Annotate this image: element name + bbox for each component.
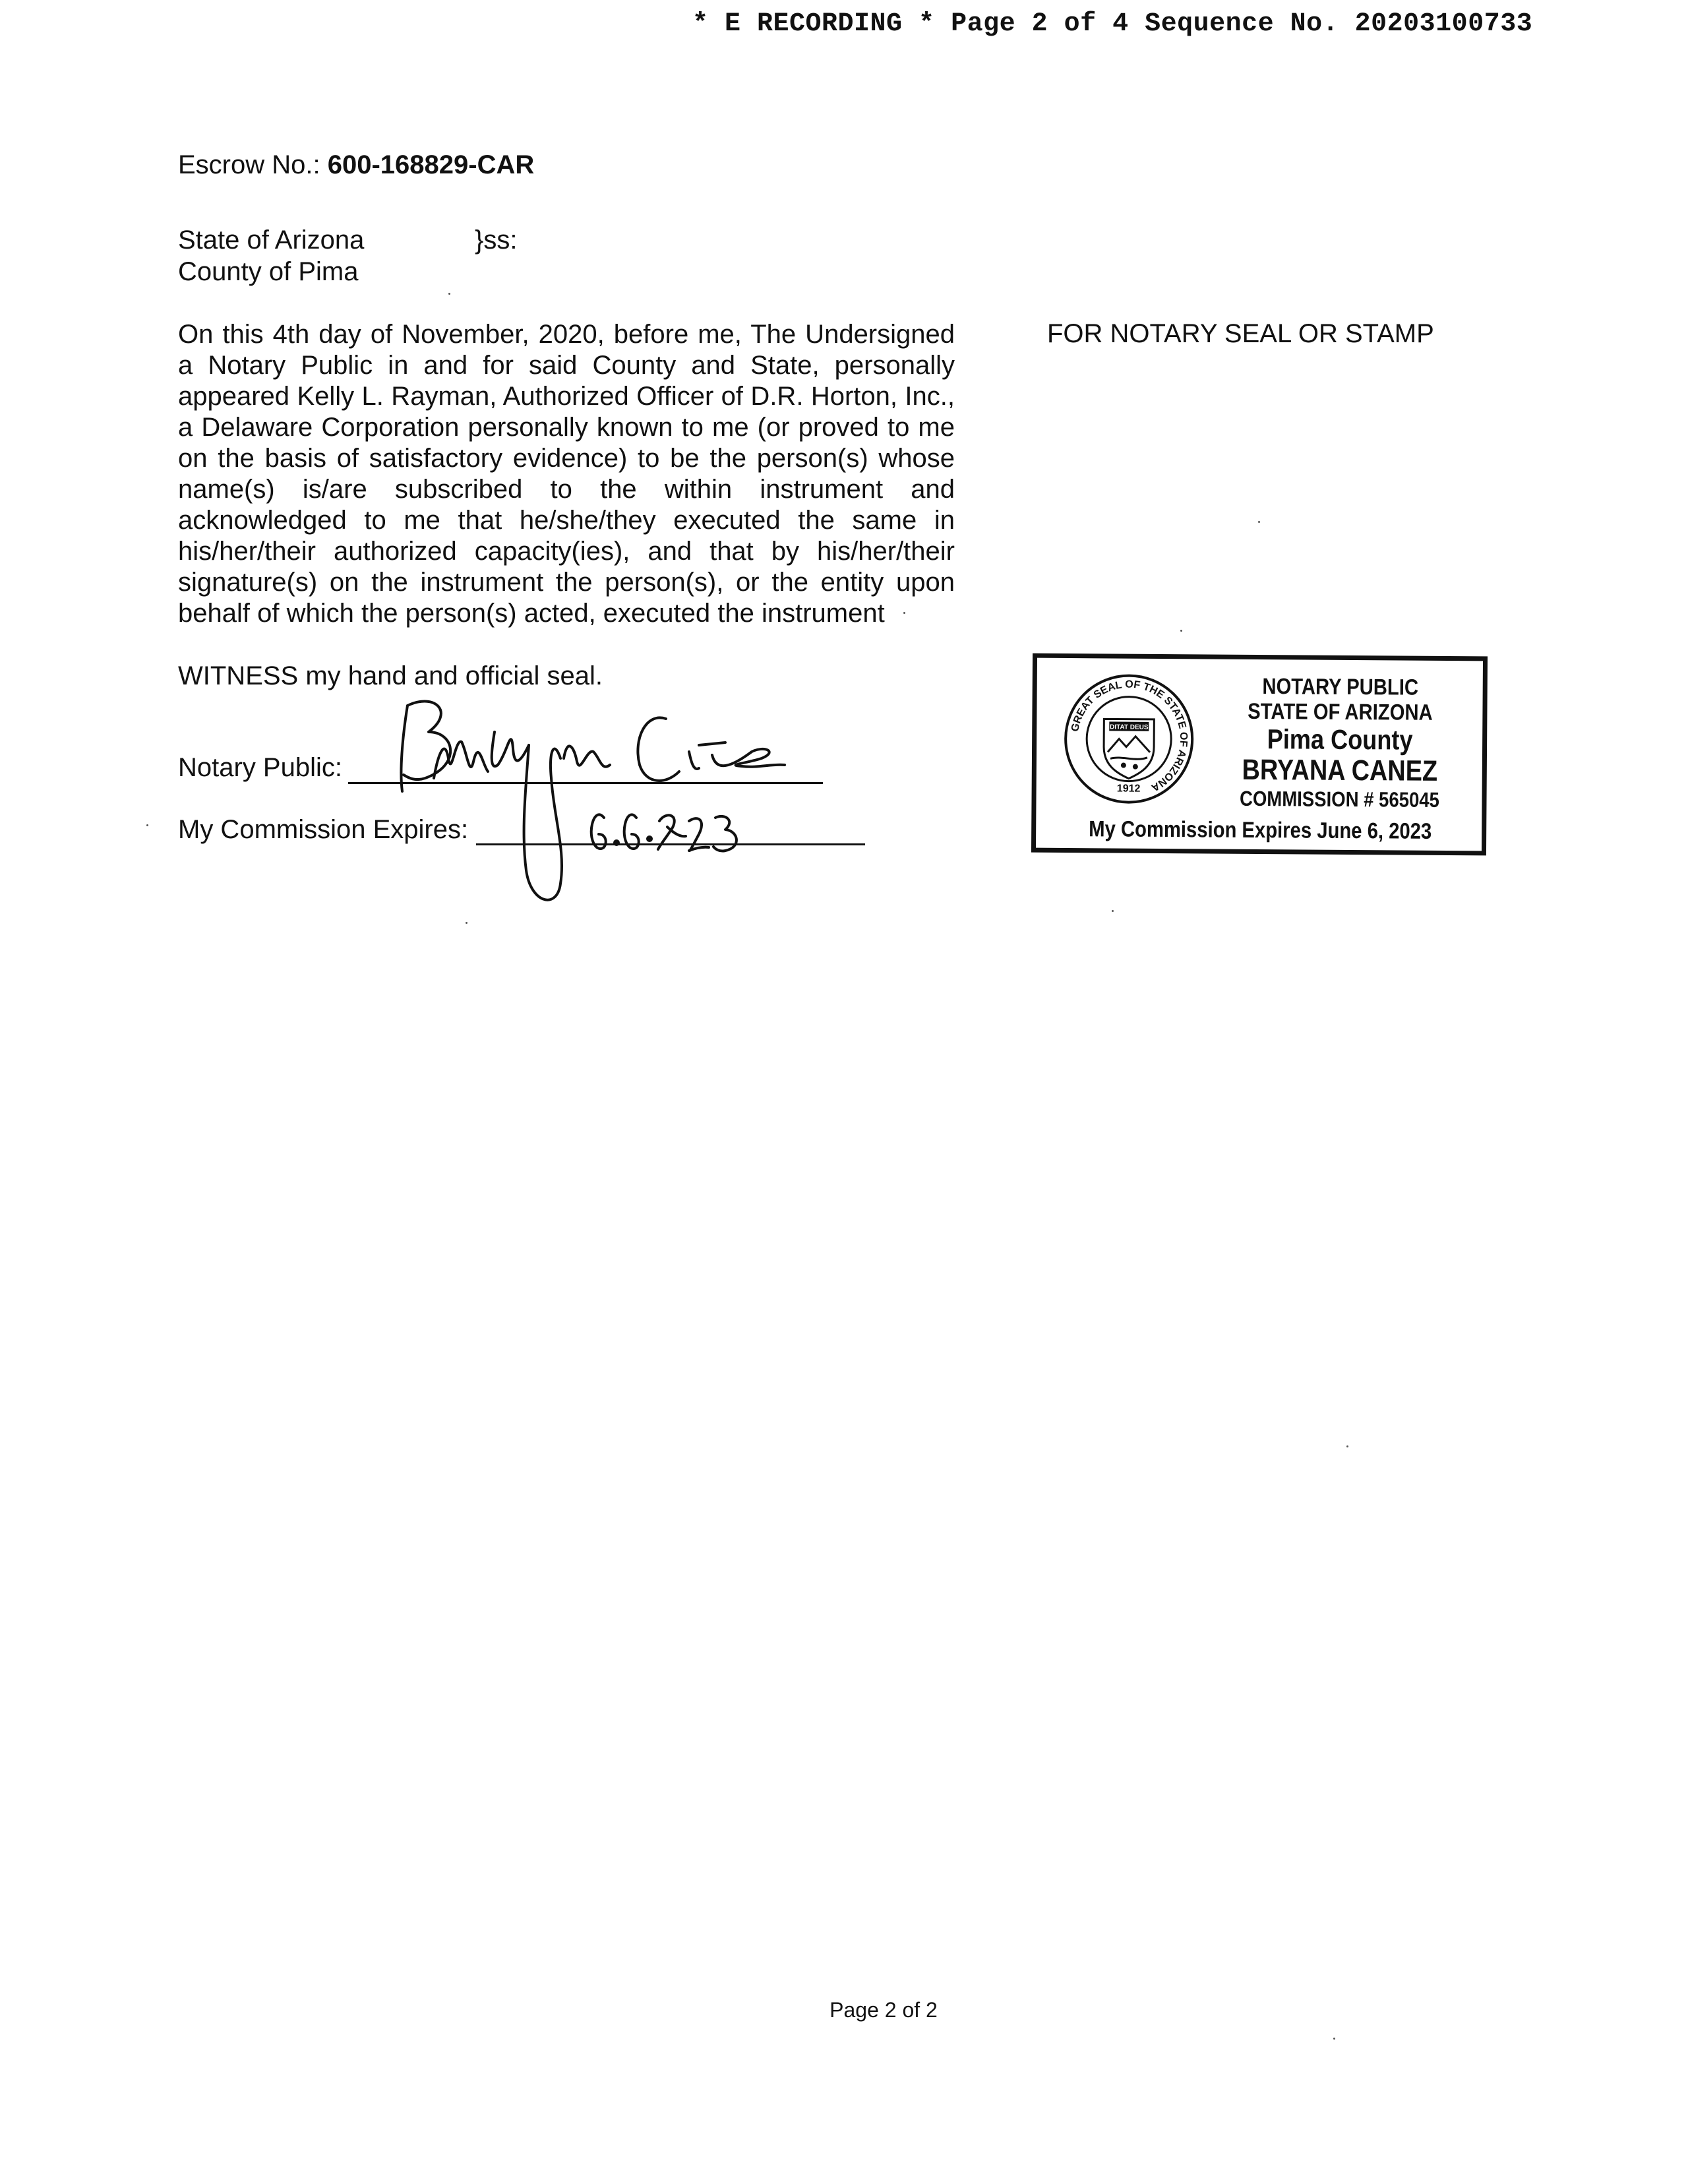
venue-county: County of Pima	[178, 257, 359, 286]
scan-speck	[1333, 2038, 1335, 2040]
acknowledgment-body: On this 4th day of November, 2020, before me, The Undersigned a Notary Public in and for said County and State, personally appeared Kelly L. Rayman, Authorized Officer of D.R. Horton, Inc., a Delaware Corporation personally known to me (or proved to me on the basis of satisfactory evidence) to be the person(s) whose name(s) is/are subscribed to the within instrument and acknowledged to me that he/she/they executed the same in his/her/their authorized capacity(ies), and that by his/her/their signature(s) on the instrument the person(s), or the entity upon behalf of which the person(s) acted, executed the instrument	[178, 320, 955, 628]
stamp-notary-public: NOTARY PUBLIC	[1262, 674, 1419, 700]
stamp-county: Pima County	[1267, 723, 1413, 756]
handwritten-signature	[356, 686, 857, 923]
stamp-text-block	[1201, 673, 1478, 812]
venue-ss: }ss:	[475, 226, 518, 255]
seal-area-heading: FOR NOTARY SEAL OR STAMP	[1047, 319, 1434, 348]
witness-statement: WITNESS my hand and official seal.	[178, 661, 603, 690]
commission-expires-label: My Commission Expires:	[178, 815, 469, 844]
recording-header: * E RECORDING * Page 2 of 4 Sequence No. 20203100733	[692, 9, 1533, 39]
escrow-label: Escrow No.:	[178, 150, 320, 179]
scan-speck	[1258, 521, 1260, 523]
seal-motto: DITAT DEUS	[1109, 723, 1149, 731]
notary-stamp	[1031, 653, 1488, 856]
venue-state: State of Arizona	[178, 226, 365, 255]
scan-speck	[903, 612, 905, 614]
scan-speck	[146, 824, 148, 826]
scan-speck	[1180, 630, 1182, 632]
page-footer: Page 2 of 2	[829, 1998, 938, 2022]
state-seal-icon	[1062, 673, 1195, 805]
seal-year: 1912	[1116, 783, 1141, 795]
scan-speck	[1112, 910, 1114, 912]
escrow-line	[178, 150, 534, 180]
scan-speck	[466, 922, 467, 924]
seal-ring-text: GREAT SEAL OF THE STATE OF ARIZONA	[1069, 679, 1190, 793]
escrow-number: 600-168829-CAR	[327, 150, 535, 179]
scan-speck	[448, 293, 450, 295]
stamp-state: STATE OF ARIZONA	[1248, 698, 1433, 725]
stamp-notary-name: BRYANA CANEZ	[1242, 753, 1438, 787]
scan-speck	[1346, 1445, 1348, 1447]
notary-public-label: Notary Public:	[178, 753, 342, 782]
stamp-commission-number: COMMISSION # 565045	[1239, 786, 1440, 812]
stamp-commission-expires: My Commission Expires June 6, 2023	[1089, 816, 1432, 844]
